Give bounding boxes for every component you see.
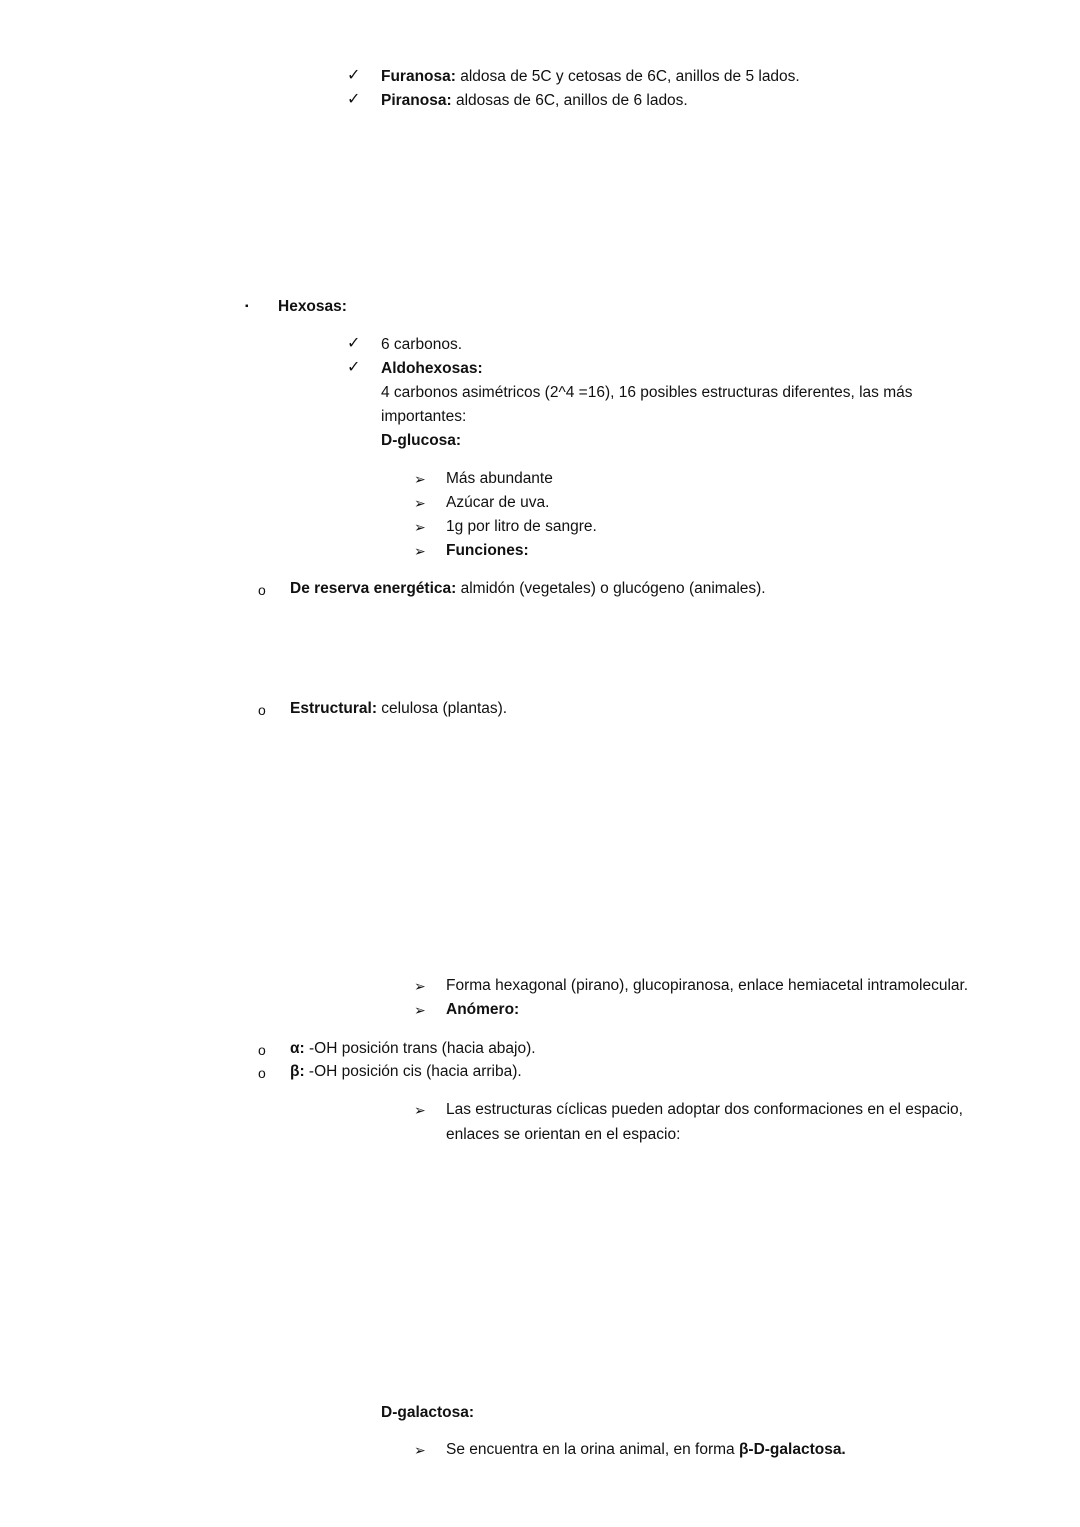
- circle-bullet-icon: o: [258, 1042, 266, 1058]
- dglucosa-item: Azúcar de uva.: [446, 494, 550, 511]
- reserva-line: De reserva energética: almidón (vegetales) o glucógeno (animales).: [290, 580, 766, 597]
- check-icon: ✓: [347, 359, 361, 376]
- circle-bullet-icon: o: [258, 1065, 266, 1081]
- dglucosa-heading: D-glucosa:: [381, 432, 462, 449]
- check-icon: ✓: [347, 335, 361, 352]
- circle-bullet-icon: o: [258, 582, 266, 598]
- conformaciones-line2: enlaces se orientan en el espacio:: [446, 1126, 681, 1143]
- check-icon: ✓: [347, 91, 361, 108]
- arrow-bullet-icon: ➢: [414, 471, 426, 487]
- aldohexosas-line1: 4 carbonos asimétricos (2^4 =16), 16 posibles estructuras diferentes, las más: [381, 384, 913, 401]
- beta-line: β: -OH posición cis (hacia arriba).: [290, 1063, 522, 1080]
- arrow-bullet-icon: ➢: [414, 543, 426, 559]
- square-bullet-icon: ▪: [245, 301, 249, 312]
- dgalactosa-heading: D-galactosa:: [381, 1404, 475, 1421]
- arrow-bullet-icon: ➢: [414, 1442, 426, 1458]
- dglucosa-item: 1g por litro de sangre.: [446, 518, 597, 535]
- anomero-heading: Anómero:: [446, 1001, 520, 1018]
- carbonos-line: 6 carbonos.: [381, 336, 462, 353]
- arrow-bullet-icon: ➢: [414, 1102, 426, 1118]
- circle-bullet-icon: o: [258, 702, 266, 718]
- funciones-heading: Funciones:: [446, 542, 529, 559]
- dgalactosa-line: Se encuentra en la orina animal, en forma β-D-galactosa.: [446, 1441, 846, 1458]
- forma-line: Forma hexagonal (pirano), glucopiranosa, enlace hemiacetal intramolecular.: [446, 977, 969, 994]
- dglucosa-item: Más abundante: [446, 470, 553, 487]
- arrow-bullet-icon: ➢: [414, 978, 426, 994]
- conformaciones-line1: Las estructuras cíclicas pueden adoptar dos conformaciones en el espacio,: [446, 1101, 963, 1118]
- alfa-line: α: -OH posición trans (hacia abajo).: [290, 1040, 536, 1057]
- hexosas-heading: Hexosas:: [278, 298, 347, 315]
- aldohexosas-heading: Aldohexosas:: [381, 360, 483, 377]
- arrow-bullet-icon: ➢: [414, 519, 426, 535]
- check-icon: ✓: [347, 67, 361, 84]
- arrow-bullet-icon: ➢: [414, 495, 426, 511]
- aldohexosas-line2: importantes:: [381, 408, 467, 425]
- furanosa-line: Furanosa: aldosa de 5C y cetosas de 6C, anillos de 5 lados.: [381, 68, 800, 85]
- estructural-line: Estructural: celulosa (plantas).: [290, 700, 508, 717]
- arrow-bullet-icon: ➢: [414, 1002, 426, 1018]
- piranosa-line: Piranosa: aldosas de 6C, anillos de 6 lados.: [381, 92, 688, 109]
